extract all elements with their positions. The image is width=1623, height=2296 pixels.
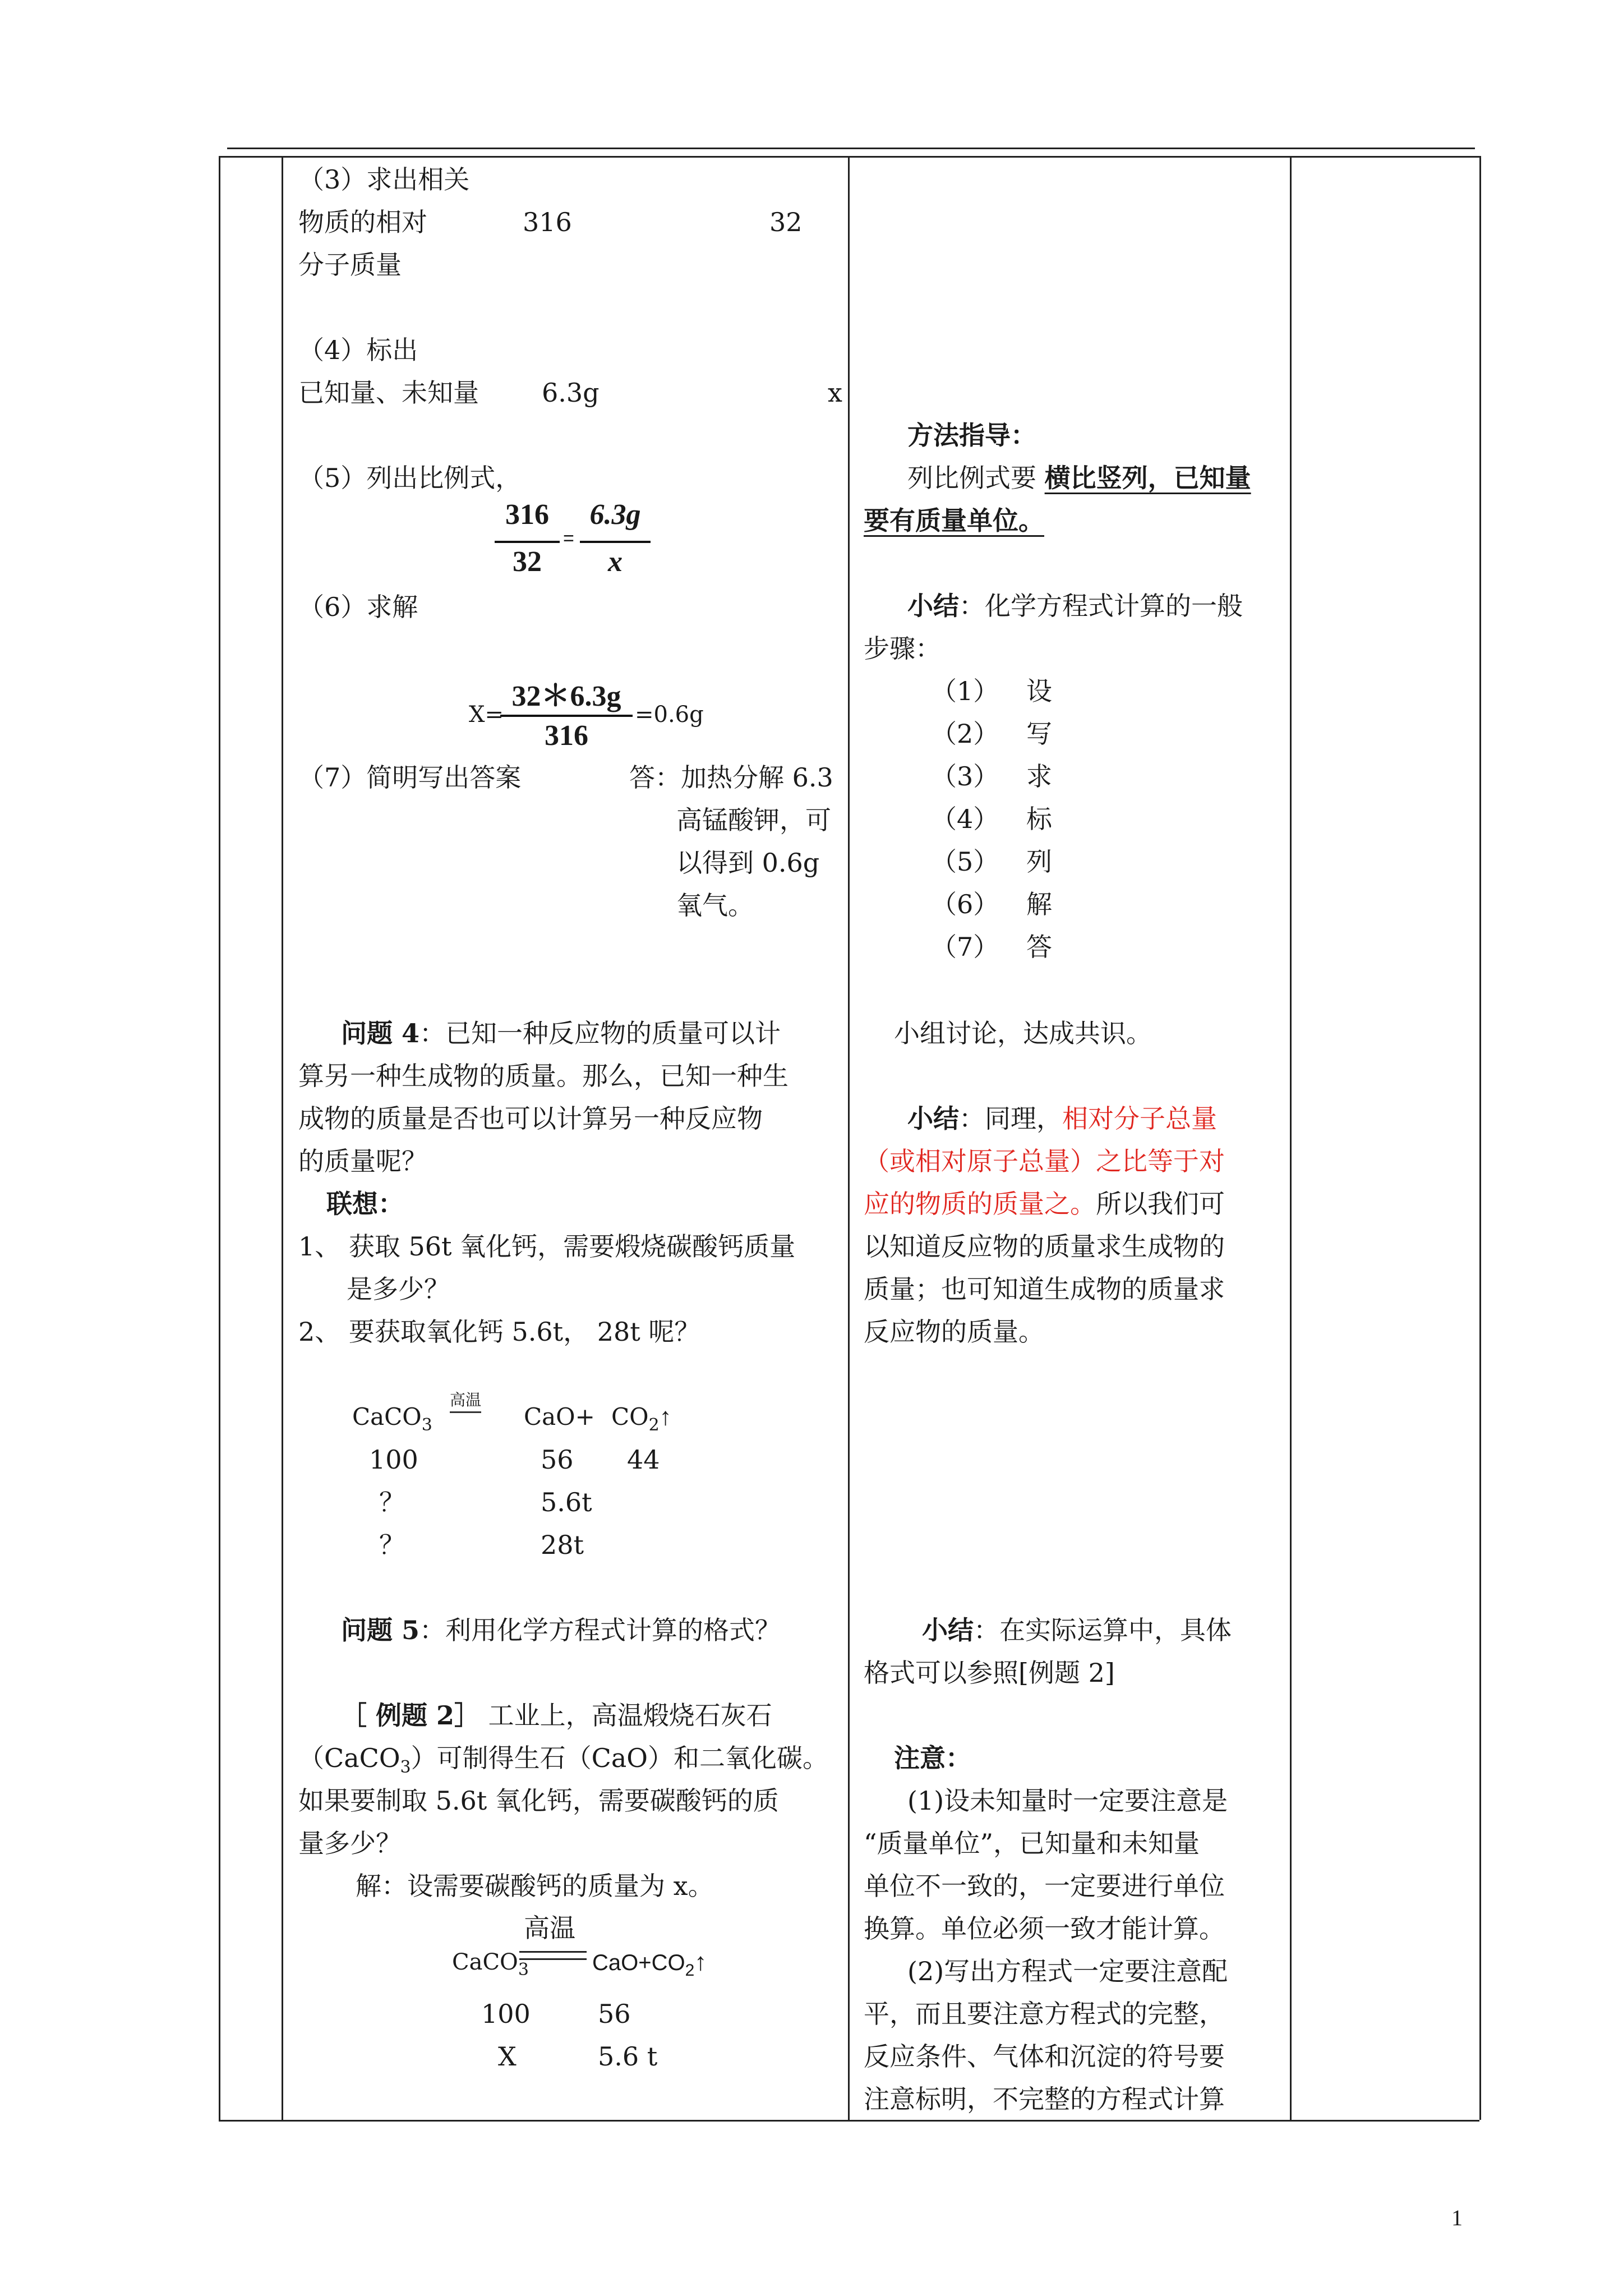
example-2-text-1: 工业上，高温煅烧石灰石 bbox=[488, 1700, 772, 1731]
step-list-5-word: 列 bbox=[1026, 846, 1052, 877]
method-prefix: 列比例式要 bbox=[907, 463, 1036, 493]
eq2-reactant-subscript: 3 bbox=[518, 1960, 529, 1980]
method-emphasis-1: 横比竖列，已知量 bbox=[1044, 463, 1251, 493]
step-list-3-word: 求 bbox=[1026, 761, 1052, 792]
proportion-n1: 316 bbox=[505, 499, 549, 531]
summary-1-text: ：化学方程式计算的一般 bbox=[959, 591, 1243, 621]
eq2-condition: 高温 bbox=[524, 1913, 575, 1943]
eq2-products bbox=[592, 1941, 707, 1992]
summary-2-line-1 bbox=[907, 1097, 1217, 1140]
proportion-bar-right bbox=[580, 541, 651, 543]
step-list-2-word: 写 bbox=[1026, 719, 1052, 749]
question-5-label: 问题 5 bbox=[341, 1615, 420, 1645]
question-4-line-2: 算另一种生成物的质量。那么，已知一种生 bbox=[298, 1061, 789, 1091]
header-rule bbox=[227, 148, 1475, 149]
example-2-text-2: ）可制得生石（CaO）和二氧化碳。 bbox=[411, 1743, 828, 1773]
table-border-left bbox=[219, 156, 220, 2120]
step3-val-kmno4: 316 bbox=[523, 207, 572, 237]
step7-label: （7）简明写出答案 bbox=[298, 762, 522, 793]
step-list-4-word: 标 bbox=[1026, 804, 1052, 834]
eq2-row1-col1: 100 bbox=[481, 1999, 531, 2029]
summary-3-line-1 bbox=[922, 1609, 1232, 1651]
eq2-double-line bbox=[519, 1951, 587, 1960]
solve-bar bbox=[500, 715, 633, 717]
summary-1-line-1 bbox=[907, 585, 1243, 627]
example-2-line-1 bbox=[341, 1694, 772, 1737]
summary-2-red-1: 相对分子总量 bbox=[1062, 1103, 1217, 1134]
note-line-6: 平，而且要注意方程式的完整， bbox=[864, 1999, 1225, 2029]
proportion-right bbox=[579, 498, 652, 582]
association-item-1: 1、 获取 56t 氧化钙，需要煅烧碳酸钙质量 bbox=[298, 1231, 796, 1262]
example-2-label: ［ 例题 2］ bbox=[341, 1700, 481, 1731]
step4-line1: （4）标出 bbox=[298, 335, 418, 365]
example-2-caco3: （CaCO bbox=[298, 1743, 400, 1773]
eq1-product-2-subscript: 2 bbox=[648, 1415, 660, 1435]
step-list-1-word: 设 bbox=[1026, 676, 1052, 706]
solve-rhs: =0.6g bbox=[635, 702, 704, 728]
eq1-row3-col1: ？ bbox=[379, 1530, 405, 1560]
example-2-line-4: 量多少？ bbox=[298, 1828, 402, 1858]
solve-denominator: 316 bbox=[545, 720, 588, 752]
group-discussion: 小组讨论，达成共识。 bbox=[894, 1018, 1152, 1048]
summary-2-red-3: 应的物质的质量之。 bbox=[864, 1189, 1096, 1219]
step3-line2: 物质的相对 bbox=[298, 207, 427, 237]
proportion-d2: x bbox=[608, 546, 623, 578]
proportion-n2: 6.3g bbox=[589, 499, 641, 531]
question-4-line-4: 的质量呢？ bbox=[298, 1146, 427, 1176]
eq1-reactant-subscript: 3 bbox=[421, 1415, 432, 1435]
step-list-2-num: （2） bbox=[931, 719, 999, 749]
eq1-product-1: CaO+ bbox=[524, 1403, 595, 1430]
example-2-solution: 解：设需要碳酸钙的质量为 x。 bbox=[356, 1871, 714, 1901]
solve-fraction bbox=[499, 672, 634, 756]
summary-2-pre: ：同理， bbox=[959, 1103, 1062, 1134]
method-title: 方法指导： bbox=[907, 420, 1036, 450]
note-title: 注意： bbox=[894, 1743, 971, 1773]
step4-line2: 已知量、未知量 bbox=[298, 378, 479, 408]
eq1-row1-col1: 100 bbox=[369, 1444, 418, 1475]
solve-lhs: X= bbox=[469, 702, 504, 728]
eq1-condition: 高温 bbox=[450, 1389, 481, 1413]
eq1-gas-arrow: ↑ bbox=[659, 1403, 672, 1430]
proportion-left bbox=[494, 498, 561, 582]
method-emphasis-2: 要有质量单位。 bbox=[864, 505, 1044, 536]
eq2-products-formula: CaO+CO bbox=[592, 1950, 685, 1975]
eq1-row1-col2: 56 bbox=[541, 1444, 574, 1475]
question-5 bbox=[341, 1609, 781, 1651]
summary-2-label: 小结 bbox=[907, 1103, 959, 1134]
table-divider-2 bbox=[848, 156, 850, 2120]
step-list-4-num: （4） bbox=[931, 804, 999, 834]
eq2-products-subscript: 2 bbox=[685, 1961, 695, 1980]
note-line-8: 注意标明，不完整的方程式计算 bbox=[864, 2084, 1225, 2114]
step-list-1-num: （1） bbox=[931, 676, 999, 706]
proportion-bar-left bbox=[495, 541, 560, 543]
step-list-6-num: （6） bbox=[931, 889, 999, 919]
step-list-7-word: 答 bbox=[1026, 932, 1052, 962]
eq1-row2-col2: 5.6t bbox=[541, 1487, 592, 1517]
eq2-reactant bbox=[452, 1941, 529, 1991]
page-number: 1 bbox=[1451, 2205, 1463, 2230]
table-divider-3 bbox=[1290, 156, 1292, 2120]
proportion-d1: 32 bbox=[513, 546, 542, 578]
note-line-3: 单位不一致的，一定要进行单位 bbox=[864, 1871, 1225, 1901]
summary-2-rest-3: 质量；也可知道生成物的质量求 bbox=[864, 1274, 1225, 1304]
summary-3-line-2: 格式可以参照[例题 2] bbox=[864, 1658, 1115, 1688]
summary-2-rest-2: 以知道反应物的质量求生成物的 bbox=[864, 1231, 1225, 1262]
step3-line1: （3）求出相关 bbox=[298, 164, 470, 195]
summary-2-rest-4: 反应物的质量。 bbox=[864, 1317, 1044, 1347]
answer-line-3: 以得到 0.6g bbox=[676, 848, 820, 878]
summary-2-red-2: （或相对原子总量）之比等于对 bbox=[864, 1146, 1225, 1176]
example-2-caco3-sub: 3 bbox=[400, 1757, 411, 1777]
table-bottom-border bbox=[219, 2120, 1479, 2122]
answer-line-2: 高锰酸钾，可 bbox=[676, 805, 831, 835]
question-4-text-1: ：已知一种反应物的质量可以计 bbox=[419, 1018, 781, 1048]
step4-val-unknown: x bbox=[828, 378, 842, 408]
summary-1-label: 小结 bbox=[907, 591, 959, 621]
step-list-3-num: （3） bbox=[931, 761, 999, 792]
eq2-gas-arrow: ↑ bbox=[694, 1948, 707, 1976]
answer-line-1: 答：加热分解 6.3 bbox=[629, 762, 833, 793]
summary-2-rest-1: 所以我们可 bbox=[1096, 1189, 1225, 1219]
note-line-1: (1)设未知量时一定要注意是 bbox=[907, 1786, 1228, 1816]
question-5-text: ：利用化学方程式计算的格式？ bbox=[419, 1615, 781, 1645]
method-line-1 bbox=[907, 457, 1251, 499]
step4-val-known: 6.3g bbox=[542, 378, 600, 408]
eq1-row1-col3: 44 bbox=[627, 1444, 660, 1475]
association-label: 联想： bbox=[326, 1189, 404, 1219]
step5-label: （5）列出比例式， bbox=[298, 463, 522, 493]
eq1-row3-col2: 28t bbox=[541, 1530, 584, 1560]
question-4-line-3: 成物的质量是否也可以计算另一种反应物 bbox=[298, 1103, 763, 1134]
association-item-1-cont: 是多少？ bbox=[347, 1274, 450, 1304]
answer-line-4: 氧气。 bbox=[676, 890, 754, 921]
eq2-row2-col1: X bbox=[498, 2041, 517, 2072]
step-list-5-num: （5） bbox=[931, 846, 999, 877]
eq2-reactant-formula: CaCO bbox=[452, 1949, 518, 1975]
eq2-row2-col2: 5.6 t bbox=[598, 2041, 658, 2072]
question-4 bbox=[341, 1012, 781, 1055]
table-divider-1 bbox=[282, 156, 283, 2120]
eq2-row1-col2: 56 bbox=[598, 1999, 631, 2029]
solve-numerator: 32＊6.3g bbox=[511, 680, 621, 712]
summary-3-text: ：在实际运算中，具体 bbox=[974, 1615, 1232, 1645]
step-list-7-num: （7） bbox=[931, 932, 999, 962]
eq1-row2-col1: ？ bbox=[379, 1487, 405, 1517]
step-list-6-word: 解 bbox=[1026, 889, 1052, 919]
summary-1-line-2: 步骤： bbox=[864, 633, 941, 664]
eq1-reactant-formula: CaCO bbox=[352, 1403, 422, 1430]
example-2-line-3: 如果要制取 5.6t 氧化钙，需要碳酸钙的质 bbox=[298, 1786, 779, 1816]
summary-3-label: 小结 bbox=[922, 1615, 974, 1645]
summary-2-line-3 bbox=[864, 1182, 1225, 1225]
step6-label: （6）求解 bbox=[298, 592, 418, 622]
proportion-equals: = bbox=[563, 528, 574, 549]
question-4-label: 问题 4 bbox=[341, 1018, 420, 1048]
note-line-7: 反应条件、气体和沉淀的符号要 bbox=[864, 2041, 1225, 2072]
note-line-5: (2)写出方程式一定要注意配 bbox=[907, 1956, 1228, 1986]
step3-val-o2: 32 bbox=[769, 207, 803, 237]
eq1-product-2-formula: CO bbox=[611, 1403, 649, 1430]
table-border-right bbox=[1479, 156, 1481, 2120]
note-line-2: “质量单位”，已知量和未知量 bbox=[864, 1828, 1200, 1858]
step3-line3: 分子质量 bbox=[298, 250, 402, 280]
note-line-4: 换算。单位必须一致才能计算。 bbox=[864, 1913, 1225, 1944]
association-item-2: 2、 要获取氧化钙 5.6t， 28t 呢？ bbox=[298, 1317, 700, 1347]
